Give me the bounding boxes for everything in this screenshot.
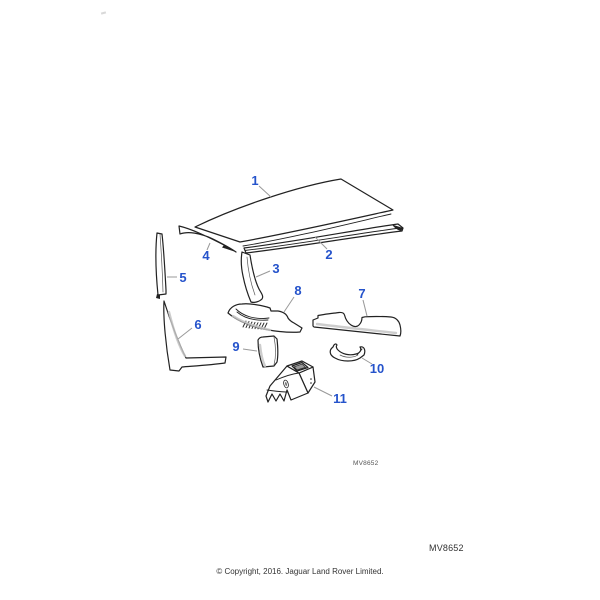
diagram-code-corner: MV8652 [429,543,464,553]
part-label-4[interactable]: 4 [202,248,210,263]
part-shape-10-bracket [330,344,365,361]
leader-line-1 [259,186,271,197]
leader-line-9 [243,349,257,351]
part-label-11[interactable]: 11 [333,391,347,406]
part-shape-5-apost-strip [156,233,166,299]
part-shape-3-pillar-finisher [241,252,262,302]
leader-line-7 [363,300,367,316]
part-shape-6-cowl-side-panel [164,301,226,371]
leader-line-6 [178,328,192,339]
part-label-2[interactable]: 2 [325,247,333,262]
part-shape-7-dash-side-rh [313,312,401,336]
part-label-3[interactable]: 3 [272,261,280,276]
part-label-1[interactable]: 1 [251,173,259,188]
part-label-5[interactable]: 5 [179,270,187,285]
part-label-9[interactable]: 9 [232,339,240,354]
leader-line-3 [256,271,270,277]
diagram-code-inline: MV8652 [353,460,379,467]
part-label-8[interactable]: 8 [294,283,302,298]
part-shape-8-dash-side-lh [228,304,302,333]
part-label-10[interactable]: 10 [369,361,385,376]
part-shape-11-console [266,361,315,402]
part-label-7[interactable]: 7 [358,286,366,301]
part-shape-9-pad [258,336,278,367]
copyright-text: © Copyright, 2016. Jaguar Land Rover Limited. [216,567,384,576]
leader-line-8 [284,297,294,312]
part-label-6[interactable]: 6 [194,317,202,332]
leader-line-11 [314,387,332,396]
